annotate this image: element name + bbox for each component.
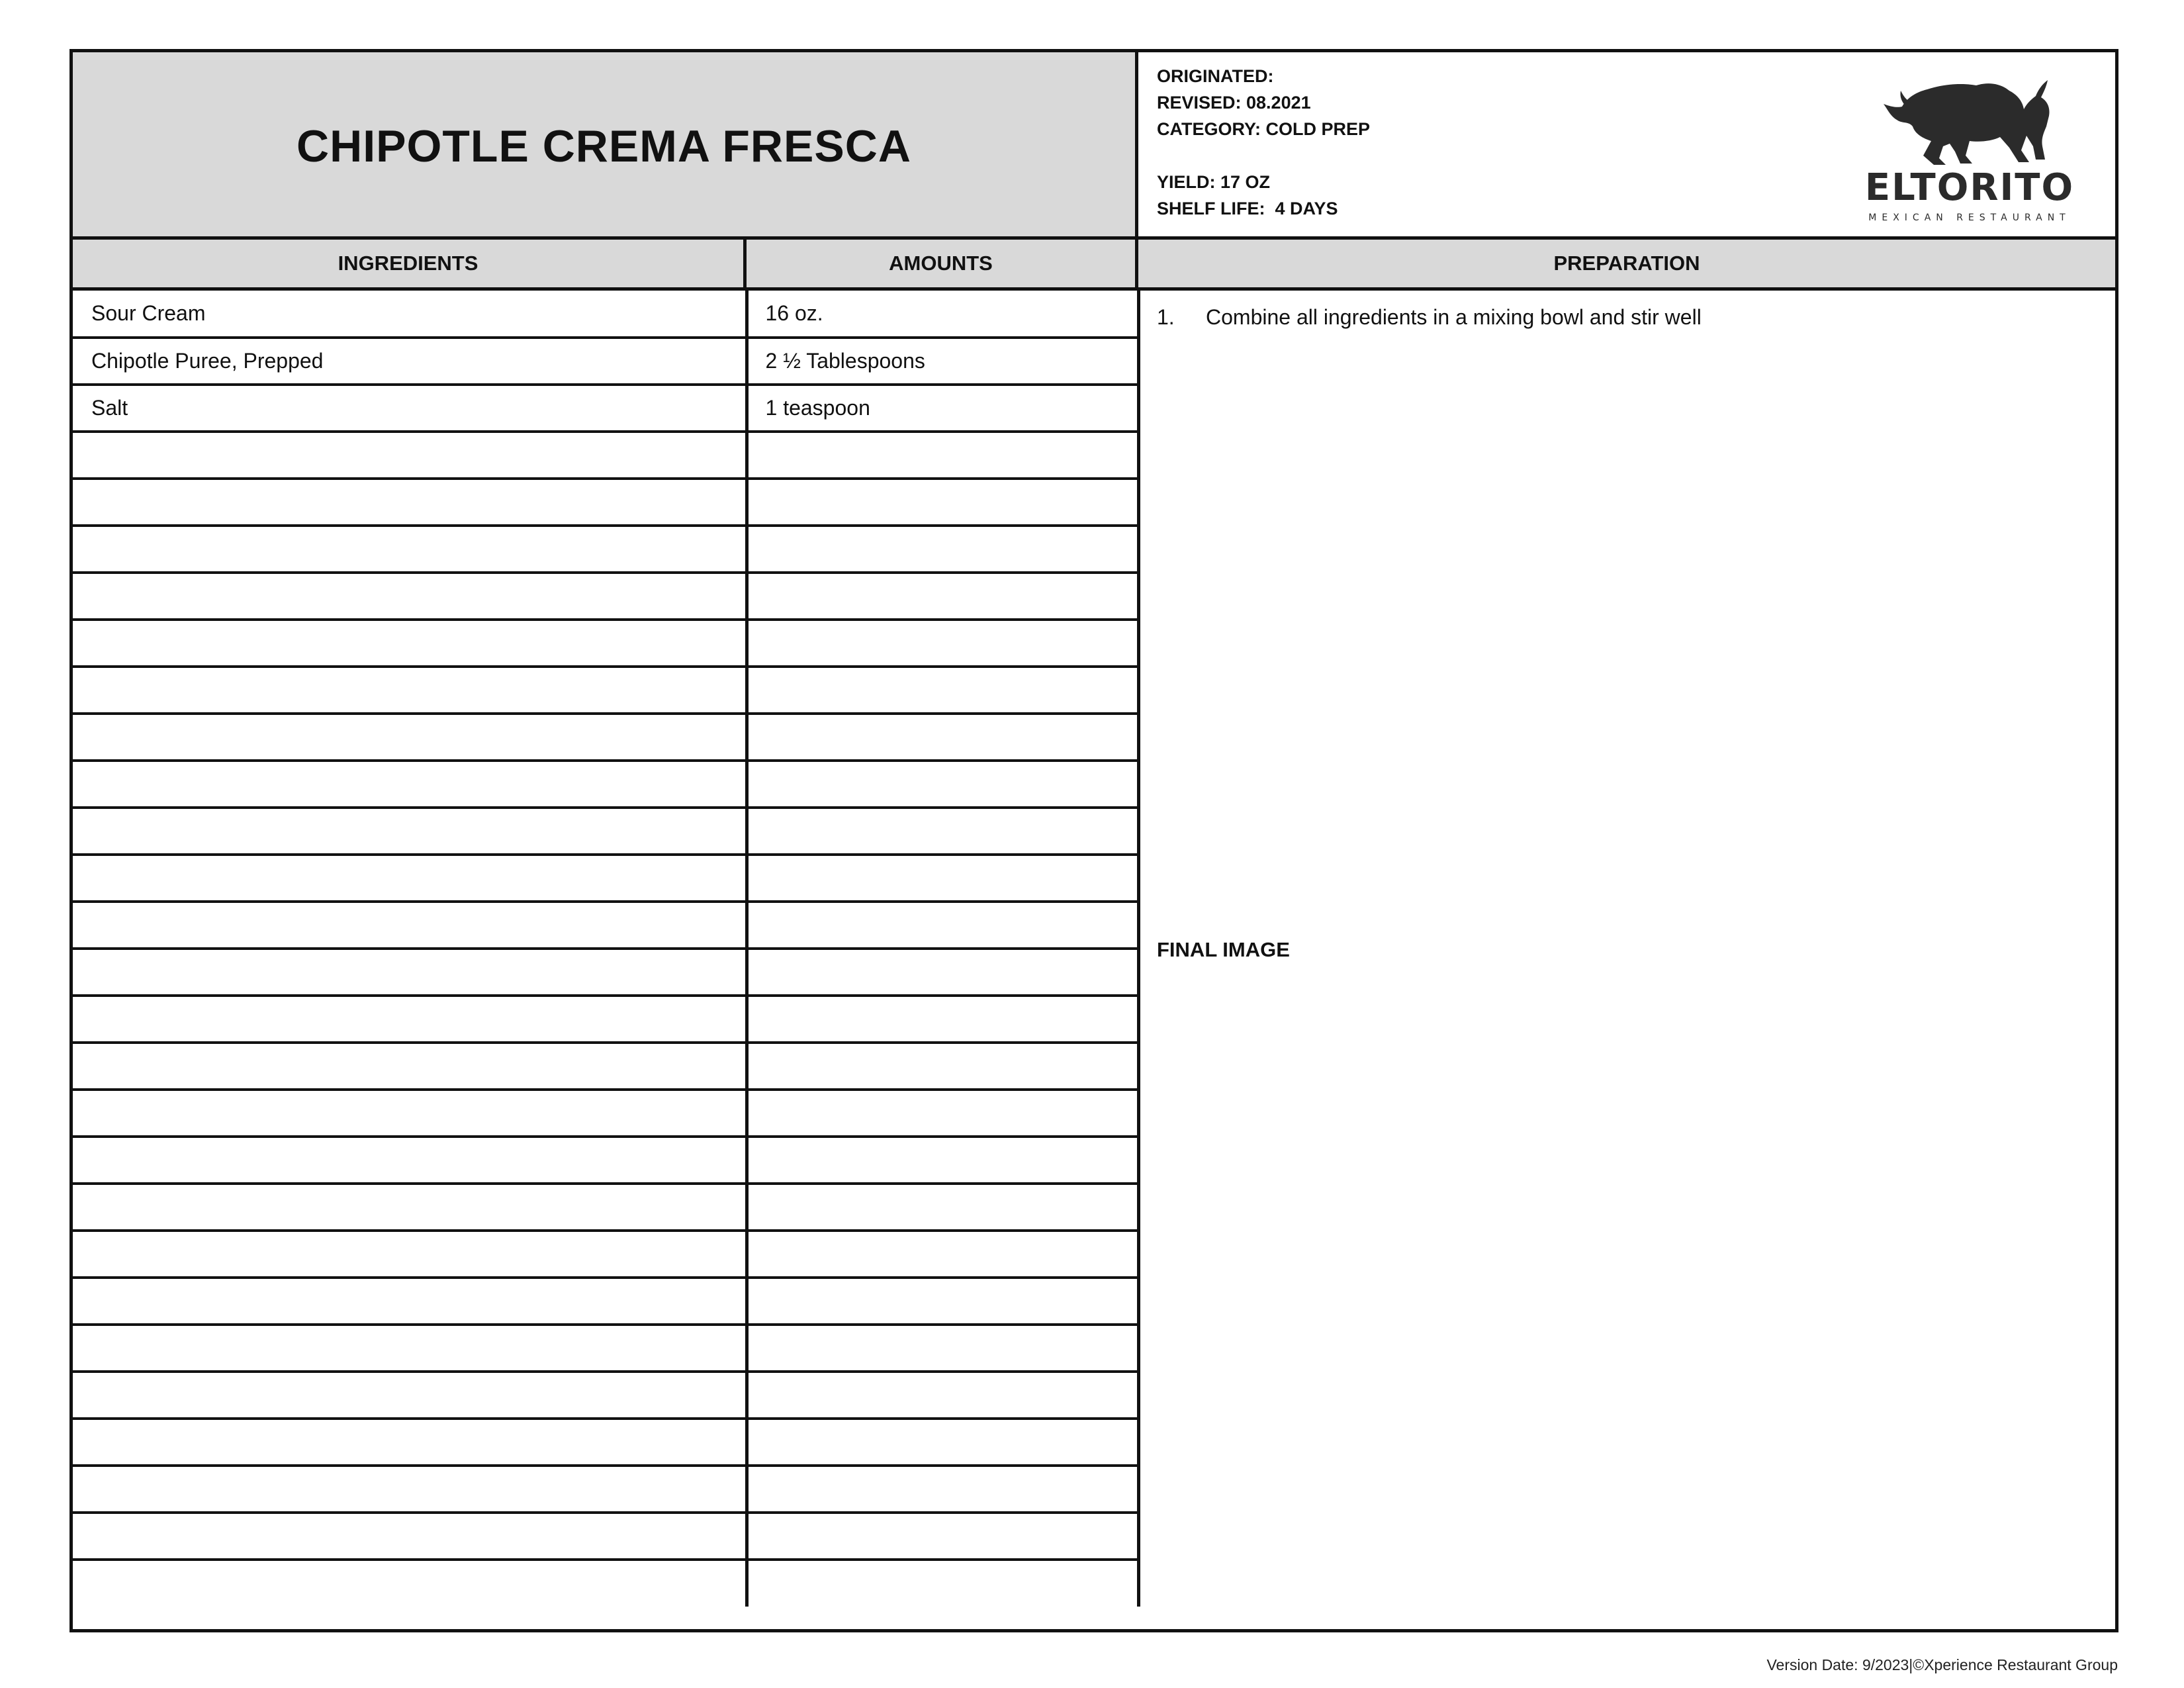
ingredient-name: Salt: [73, 385, 747, 432]
revised-field: REVISED: 08.2021: [1157, 93, 1311, 113]
ingredient-amount: [747, 1513, 1138, 1560]
table-row: [73, 761, 1138, 808]
logo-subtitle: MEXICAN RESTAURANT: [1868, 212, 2071, 223]
recipe-card: [69, 49, 2118, 1632]
info-cell: [1138, 52, 2115, 236]
ingredient-amount: [747, 996, 1138, 1043]
table-row: [73, 573, 1138, 620]
ingredient-amount: [747, 1231, 1138, 1278]
shelf-life-field: SHELF LIFE: 4 DAYS: [1157, 199, 1338, 218]
ingredient-name: [73, 1372, 747, 1419]
ingredient-name: [73, 1513, 747, 1560]
ingredient-name: [73, 902, 747, 949]
table-row: [73, 291, 1138, 338]
ingredient-name: [73, 479, 747, 526]
ingredient-name: [73, 526, 747, 573]
ingredient-amount: [747, 1278, 1138, 1325]
final-image-label: FINAL IMAGE: [1157, 938, 1290, 961]
ingredient-amount: [747, 620, 1138, 667]
ingredient-name: [73, 855, 747, 902]
recipe-title: CHIPOTLE CREMA FRESCA: [296, 121, 911, 171]
category-field: CATEGORY: COLD PREP: [1157, 119, 1371, 139]
ingredient-amount: [747, 761, 1138, 808]
ingredient-amount: [747, 714, 1138, 761]
ingredient-name: [73, 667, 747, 714]
table-row: [73, 1513, 1138, 1560]
preparation-header: PREPARATION: [1138, 240, 2115, 287]
ingredient-name: Chipotle Puree, Prepped: [73, 338, 747, 385]
table-row: [73, 1560, 1138, 1607]
table-row: [73, 714, 1138, 761]
table-row: [73, 338, 1138, 385]
table-row: [73, 949, 1138, 996]
prep-step-number: 1.: [1157, 305, 1175, 329]
ingredient-name: [73, 949, 747, 996]
table-row: [73, 1090, 1138, 1137]
ingredient-amount: 1 teaspoon: [747, 385, 1138, 432]
table-row: [73, 479, 1138, 526]
table-row: [73, 1419, 1138, 1466]
table-row: [73, 996, 1138, 1043]
table-row: [73, 1466, 1138, 1513]
ingredient-amount: [747, 1419, 1138, 1466]
ingredient-name: [73, 761, 747, 808]
ingredient-amount: [747, 526, 1138, 573]
prep-step-text: Combine all ingredients in a mixing bowl and stir well: [1206, 305, 1702, 329]
yield-field: YIELD: 17 OZ: [1157, 172, 1271, 192]
table-row: [73, 432, 1138, 479]
ingredient-amount: [747, 479, 1138, 526]
ingredient-amount: 16 oz.: [747, 291, 1138, 338]
table-row: [73, 1184, 1138, 1231]
ingredient-name: [73, 714, 747, 761]
ingredient-name: [73, 1231, 747, 1278]
preparation-area: [1138, 291, 2115, 1629]
prep-step: [1157, 305, 1702, 330]
ingredient-amount: [747, 902, 1138, 949]
table-row: [73, 855, 1138, 902]
ingredient-amount: [747, 432, 1138, 479]
ingredient-name: [73, 1466, 747, 1513]
ingredient-name: [73, 808, 747, 855]
ingredient-amount: [747, 1466, 1138, 1513]
logo-name: ELTORITO: [1864, 166, 2075, 209]
ingredient-amount: [747, 1090, 1138, 1137]
ingredient-name: [73, 1560, 747, 1607]
bull-icon: [1844, 77, 2095, 166]
table-row: [73, 667, 1138, 714]
table-row: [73, 1231, 1138, 1278]
ingredients-header: INGREDIENTS: [73, 240, 747, 287]
ingredient-amount: [747, 667, 1138, 714]
ingredient-amount: [747, 1560, 1138, 1607]
ingredient-name: [73, 432, 747, 479]
ingredient-amount: [747, 1372, 1138, 1419]
version-footer: Version Date: 9/2023|©Xperience Restaurant Group: [1766, 1656, 2118, 1673]
table-row: [73, 1372, 1138, 1419]
ingredient-name: [73, 1043, 747, 1090]
ingredient-name: [73, 573, 747, 620]
table-row: [73, 902, 1138, 949]
ingredient-name: [73, 1090, 747, 1137]
ingredient-name: [73, 620, 747, 667]
ingredient-amount: [747, 1184, 1138, 1231]
ingredient-name: [73, 1419, 747, 1466]
ingredient-name: [73, 1278, 747, 1325]
ingredient-name: [73, 996, 747, 1043]
table-row: [73, 1137, 1138, 1184]
ingredient-name: [73, 1137, 747, 1184]
recipe-meta: [1157, 63, 1370, 222]
ingredient-amount: [747, 949, 1138, 996]
ingredient-name: Sour Cream: [73, 291, 747, 338]
ingredient-name: [73, 1325, 747, 1372]
amounts-header: AMOUNTS: [747, 240, 1138, 287]
ingredient-amount: [747, 855, 1138, 902]
el-torito-logo: [1844, 77, 2095, 231]
table-row: [73, 620, 1138, 667]
ingredient-amount: [747, 573, 1138, 620]
ingredient-amount: [747, 1325, 1138, 1372]
ingredients-table: [73, 291, 1140, 1607]
ingredient-amount: [747, 1137, 1138, 1184]
ingredient-amount: 2 ½ Tablespoons: [747, 338, 1138, 385]
originated-field: ORIGINATED:: [1157, 66, 1274, 86]
table-row: [73, 1278, 1138, 1325]
table-row: [73, 526, 1138, 573]
table-row: [73, 808, 1138, 855]
ingredient-name: [73, 1184, 747, 1231]
ingredient-amount: [747, 808, 1138, 855]
table-row: [73, 1043, 1138, 1090]
title-cell: [73, 52, 1138, 236]
table-row: [73, 385, 1138, 432]
table-row: [73, 1325, 1138, 1372]
ingredient-amount: [747, 1043, 1138, 1090]
